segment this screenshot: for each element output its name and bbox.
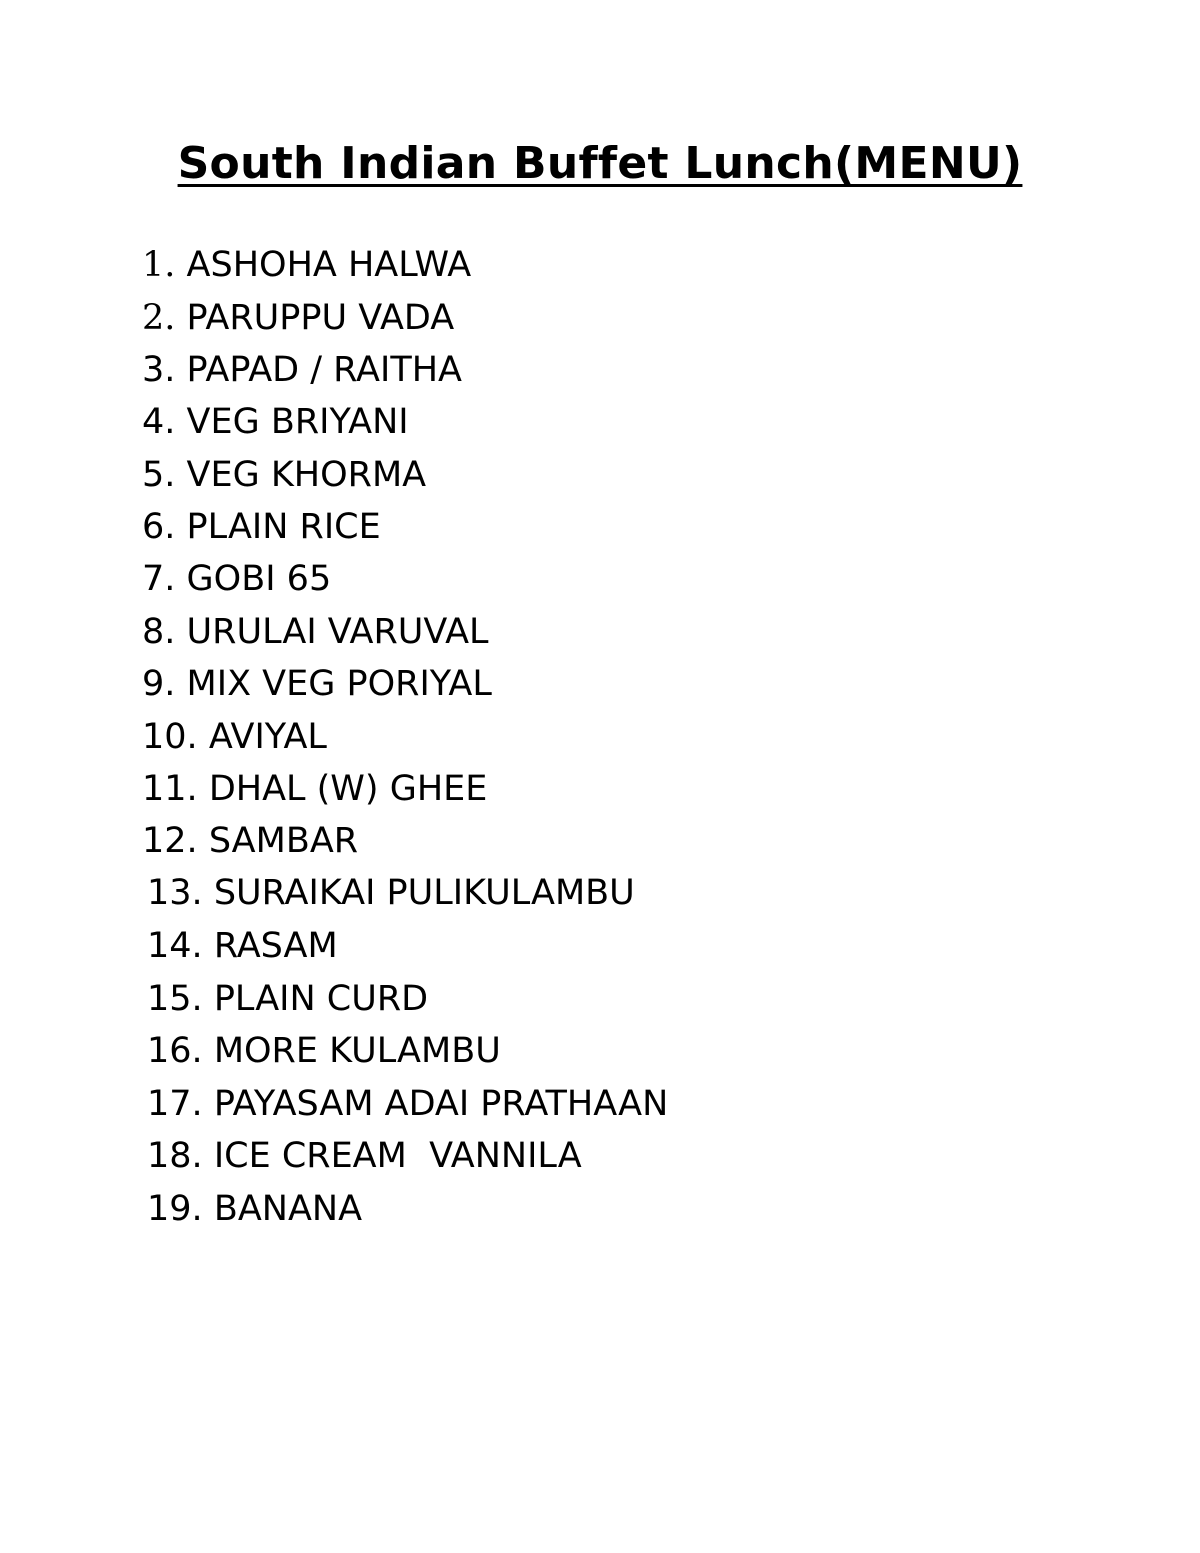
item-number: 8. — [142, 612, 176, 652]
menu-item — [142, 350, 462, 390]
item-number: 15. — [147, 979, 203, 1019]
item-number: 3. — [142, 350, 176, 390]
item-name: VEG BRIYANI — [186, 402, 409, 442]
item-number: 2. — [142, 298, 176, 338]
item-number: 9. — [142, 664, 176, 704]
item-name: PAYASAM ADAI PRATHAAN — [213, 1084, 669, 1124]
item-number: 13. — [147, 873, 203, 913]
item-number: 19. — [147, 1189, 203, 1229]
item-number: 10. — [142, 717, 198, 757]
item-number: 16. — [147, 1031, 203, 1071]
menu-item — [142, 769, 487, 809]
menu-item — [142, 612, 489, 652]
item-name: MORE KULAMBU — [213, 1031, 501, 1071]
menu-item — [147, 1136, 582, 1176]
item-name: VEG KHORMA — [186, 455, 427, 495]
menu-item — [142, 507, 381, 547]
item-name: BANANA — [213, 1189, 363, 1229]
menu-item — [142, 245, 471, 285]
menu-item — [142, 664, 492, 704]
item-name: PLAIN RICE — [186, 507, 381, 547]
item-number: 1. — [142, 245, 176, 285]
menu-title: South Indian Buffet Lunch(MENU) — [177, 138, 1023, 189]
item-number: 7. — [142, 559, 176, 599]
item-number: 11. — [142, 769, 198, 809]
menu-item — [142, 298, 454, 338]
item-name: ASHOHA HALWA — [186, 245, 472, 285]
item-number: 5. — [142, 455, 176, 495]
item-name: SAMBAR — [208, 821, 359, 861]
menu-item — [142, 717, 327, 757]
item-name: GOBI 65 — [186, 559, 332, 599]
item-name: SURAIKAI PULIKULAMBU — [213, 873, 635, 913]
menu-item — [147, 1031, 501, 1071]
menu-item — [142, 821, 358, 861]
item-number: 6. — [142, 507, 176, 547]
item-name: ICE CREAM VANNILA — [213, 1136, 582, 1176]
menu-item — [147, 1189, 362, 1229]
item-name: URULAI VARUVAL — [186, 612, 489, 652]
menu-item — [147, 979, 428, 1019]
item-name: PAPAD / RAITHA — [186, 350, 462, 390]
menu-item — [142, 559, 331, 599]
item-number: 18. — [147, 1136, 203, 1176]
item-name: DHAL (W) GHEE — [208, 769, 488, 809]
item-number: 14. — [147, 926, 203, 966]
menu-item — [142, 402, 409, 442]
item-name: RASAM — [213, 926, 338, 966]
item-number: 4. — [142, 402, 176, 442]
item-number: 12. — [142, 821, 198, 861]
menu-item — [147, 1084, 668, 1124]
menu-item — [142, 455, 426, 495]
item-name: AVIYAL — [208, 717, 327, 757]
menu-item — [147, 926, 338, 966]
item-name: PARUPPU VADA — [186, 298, 455, 338]
item-number: 17. — [147, 1084, 203, 1124]
menu-item — [147, 873, 635, 913]
item-name: PLAIN CURD — [213, 979, 429, 1019]
item-name: MIX VEG PORIYAL — [186, 664, 492, 704]
